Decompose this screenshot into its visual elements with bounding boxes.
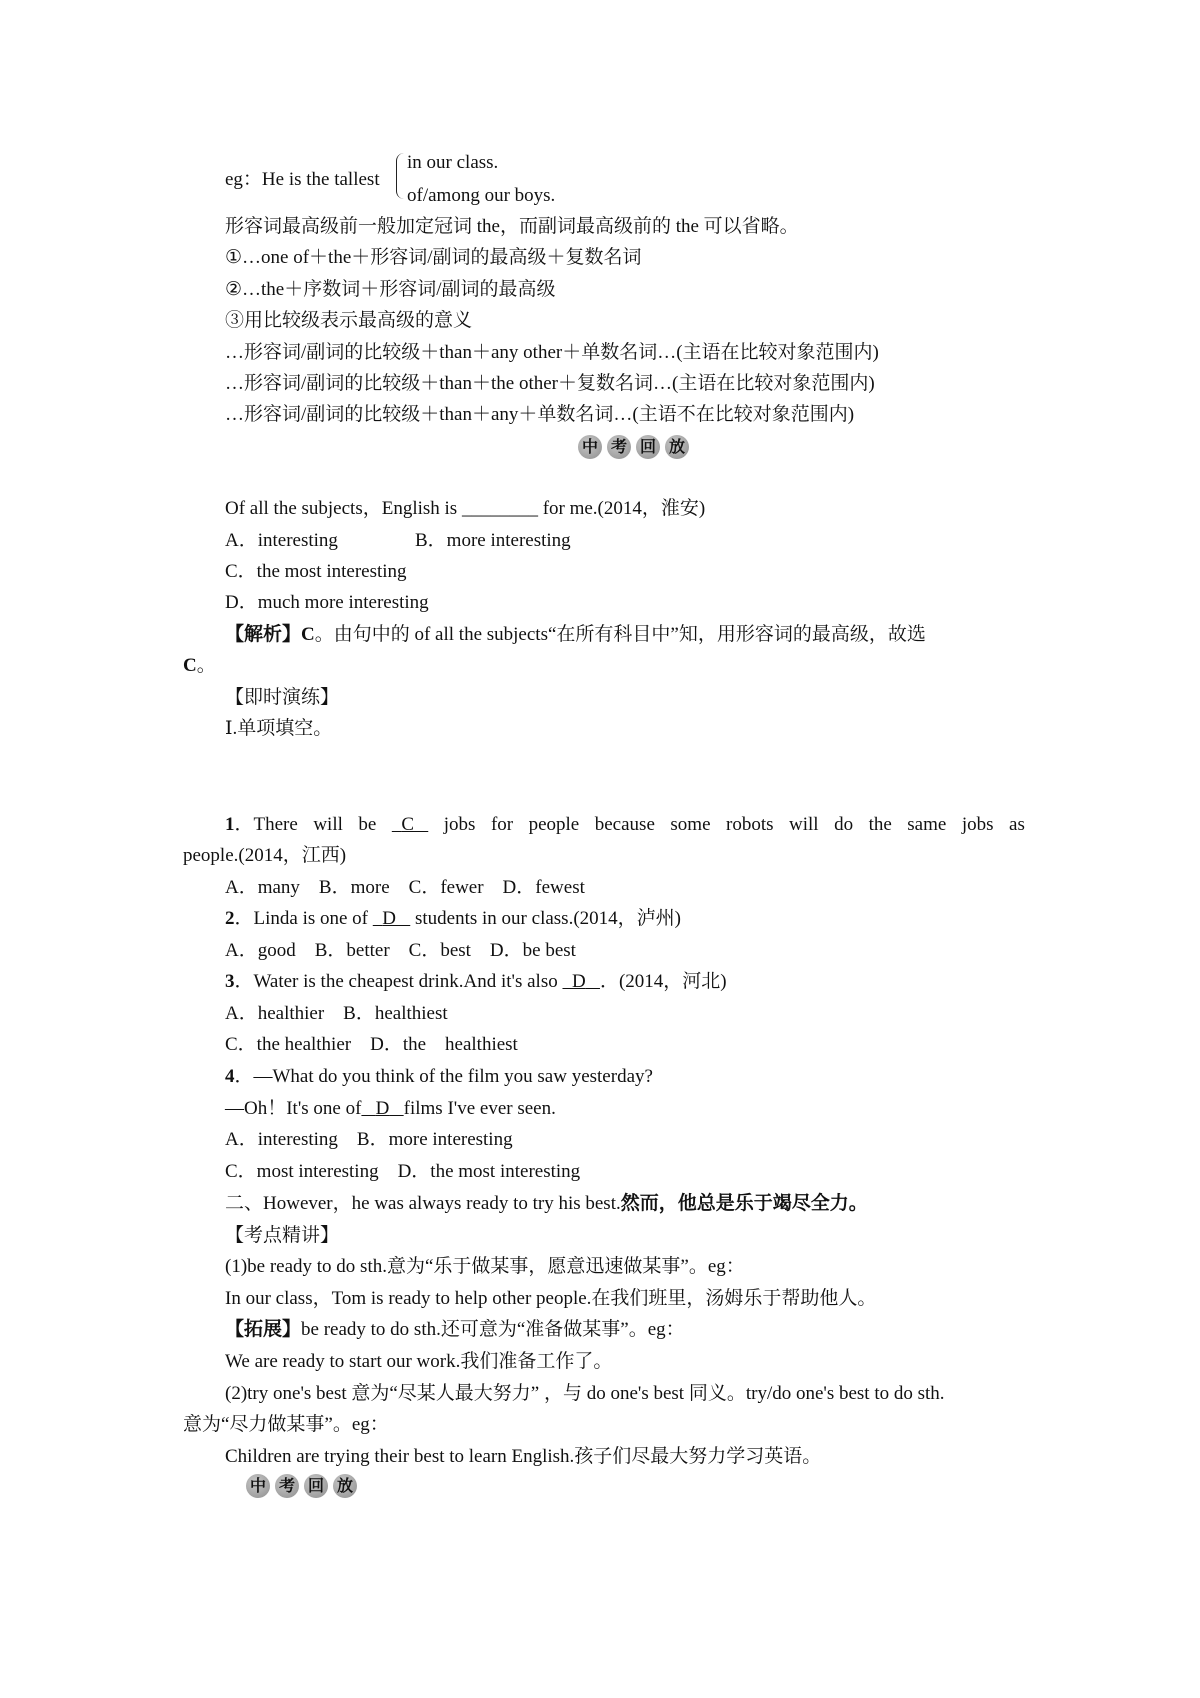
note-line: ①…one of＋the＋形容词/副词的最高级＋复数名词	[225, 247, 642, 268]
question-number: 4	[225, 1066, 235, 1087]
review-question: Of all the subjects，English is ________ for me.(2014，淮安)	[225, 498, 706, 519]
brace-bracket	[396, 153, 405, 199]
note-line: …形容词/副词的比较级＋than＋any＋单数名词…(主语不在比较对象范围内)	[225, 404, 855, 425]
question-4-reply	[225, 1099, 556, 1118]
word: will	[789, 814, 819, 835]
analysis-answer-letter: C	[183, 655, 197, 676]
answer-blank	[361, 1098, 403, 1119]
review-badge	[246, 1474, 357, 1498]
answer-blank	[392, 815, 428, 834]
answer-letter: D	[375, 1098, 390, 1119]
section-2-title	[225, 1194, 868, 1213]
section-title-cn: 然而，他总是乐于竭尽全力。	[620, 1193, 868, 1214]
note-line: …形容词/副词的比较级＋than＋any other＋单数名词…(主语在比较对象范围内)	[225, 342, 879, 363]
point-1: (1)be ready to do sth.意为“乐于做某事，愿意迅速做某事”。eg：	[225, 1256, 745, 1277]
question-text: films I've ever seen.	[403, 1098, 556, 1119]
badge-char: 回	[304, 1474, 328, 1498]
question-number: 2	[225, 908, 235, 929]
review-option-b: B．more interesting	[415, 530, 571, 551]
word: will	[313, 814, 343, 835]
review-badge	[578, 435, 689, 459]
point-2: (2)try one's best 意为“尽某人最大努力” ，与 do one's best 同义。try/do one's best to do sth.	[225, 1383, 945, 1404]
question-text: ．—What do you think of the film you saw yesterday?	[234, 1066, 653, 1087]
eg-option-1: in our class.	[407, 152, 499, 173]
extension	[225, 1320, 685, 1339]
badge-char: 中	[246, 1474, 270, 1498]
question-3-options: A．healthier B．healthiest	[225, 1003, 448, 1024]
point-1-example: In our class，Tom is ready to help other people.在我们班里，汤姆乐于帮助他人。	[225, 1288, 877, 1309]
practice-heading: 【即时演练】	[225, 687, 340, 708]
point-2-cont: 意为“尽力做某事”。eg：	[183, 1414, 389, 1435]
answer-letter: C	[401, 814, 414, 835]
answer-blank	[373, 908, 410, 929]
question-text: —Oh！It's one of	[225, 1098, 362, 1119]
answer-letter: D	[571, 971, 586, 992]
word: same	[907, 814, 947, 835]
badge-char: 考	[275, 1474, 299, 1498]
review-analysis	[225, 625, 926, 644]
question-number: 1	[225, 814, 235, 835]
question-4-options: A．interesting B．more interesting	[225, 1129, 513, 1150]
word: ．There	[234, 814, 298, 835]
word: robots	[726, 814, 774, 835]
question-text: ．(2014，河北)	[599, 971, 727, 992]
answer-blank	[562, 971, 599, 992]
badge-char: 放	[665, 435, 689, 459]
word: because	[594, 814, 655, 835]
question-4	[225, 1067, 653, 1086]
extension-example: We are ready to start our work.我们准备工作了。	[225, 1351, 613, 1372]
eg-lead: eg：He is the tallest	[225, 169, 380, 190]
badge-char: 中	[578, 435, 602, 459]
review-option-d: D．much more interesting	[225, 592, 429, 613]
analysis-answer	[183, 656, 216, 675]
question-4-options: C．most interesting D．the most interesting	[225, 1161, 581, 1182]
eg-option-2: of/among our boys.	[407, 185, 556, 206]
note-line: …形容词/副词的比较级＋than＋the other＋复数名词…(主语在比较对象范围内)	[225, 373, 875, 394]
badge-char: 考	[607, 435, 631, 459]
review-option-c: C．the most interesting	[225, 561, 407, 582]
note-line: 形容词最高级前一般加定冠词 the，而副词最高级前的 the 可以省略。	[225, 216, 799, 237]
analysis-label: 【解析】C	[225, 624, 315, 645]
question-1-cont: people.(2014，江西)	[183, 845, 347, 866]
word: jobs	[961, 814, 994, 835]
word: jobs	[443, 814, 476, 835]
answer-letter: D	[382, 908, 396, 929]
word: for	[490, 814, 514, 835]
badge-char: 回	[636, 435, 660, 459]
key-points-heading: 【考点精讲】	[225, 1225, 340, 1246]
word: as	[1009, 814, 1025, 835]
question-1-options: A．many B．more C．fewer D．fewest	[225, 877, 585, 898]
analysis-text: 。由句中的 of all the subjects“在所有科目中”知，用形容词的最高级，故选	[314, 624, 926, 645]
practice-part: Ⅰ.单项填空。	[225, 718, 333, 739]
word: do	[834, 814, 854, 835]
point-2-example: Children are trying their best to learn English.孩子们尽最大努力学习英语。	[225, 1446, 822, 1467]
note-line: ③用比较级表示最高级的意义	[225, 310, 473, 331]
question-3	[225, 972, 727, 991]
question-text: students in our class.(2014，泸州)	[410, 908, 681, 929]
question-2	[225, 909, 681, 928]
word: the	[868, 814, 892, 835]
question-number: 3	[225, 971, 235, 992]
extension-label: 【拓展】	[225, 1319, 302, 1340]
question-text: ．Linda is one of	[234, 908, 373, 929]
word: people	[528, 814, 580, 835]
extension-text: be ready to do sth.还可意为“准备做某事”。eg：	[301, 1319, 685, 1340]
question-1	[225, 815, 1025, 834]
question-2-options: A．good B．better C．best D．be best	[225, 940, 576, 961]
badge-char: 放	[333, 1474, 357, 1498]
word: be	[358, 814, 377, 835]
review-option-a: A．interesting	[225, 530, 338, 551]
word: some	[670, 814, 711, 835]
analysis-end-punct: 。	[196, 655, 216, 676]
question-3-options: C．the healthier D．the healthiest	[225, 1034, 518, 1055]
question-text: ．Water is the cheapest drink.And it's also	[234, 971, 563, 992]
note-line: ②…the＋序数词＋形容词/副词的最高级	[225, 279, 556, 300]
section-title-en: 二、However，he was always ready to try his best.	[225, 1193, 621, 1214]
